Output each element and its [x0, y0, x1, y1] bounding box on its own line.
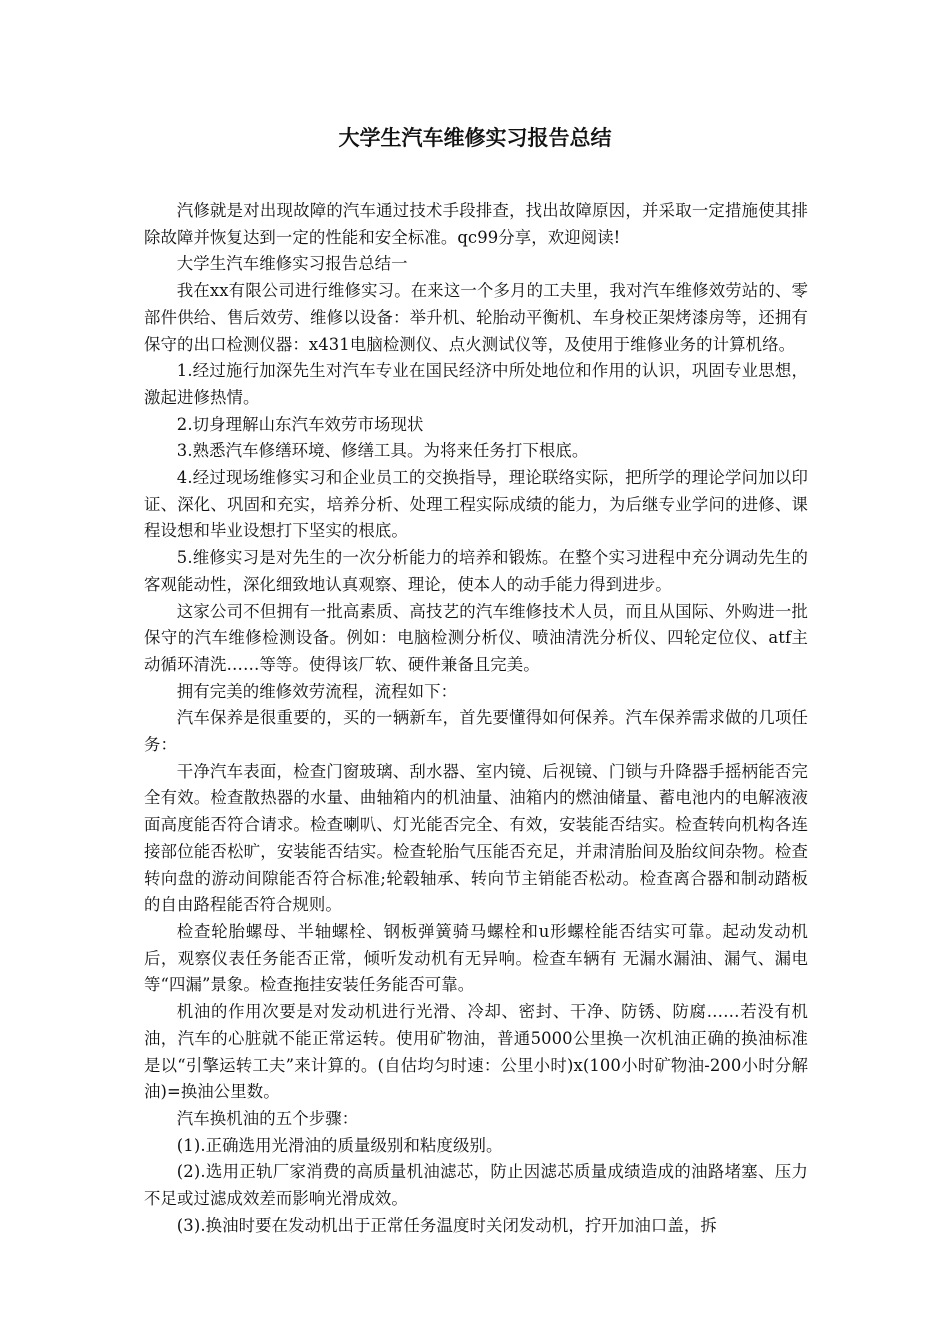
paragraph: 2.切身理解山东汽车效劳市场现状 [176, 414, 424, 434]
paragraph: 检查轮胎螺母、半轴螺栓、钢板弹簧骑马螺栓和u形螺栓能否结实可靠。起动发动机后，观察仪表任务能否正常，倾听发动机有无异响。检查车辆有 无漏水漏油、漏气、漏电等“四漏”景象。检查拖挂安装任务能否可靠。 [144, 921, 808, 995]
paragraph: 汽车保养是很重要的，买的一辆新车，首先要懂得如何保养。汽车保养需求做的几项任务： [144, 708, 808, 755]
paragraph: 5.维修实习是对先生的一次分析能力的培养和锻炼。在整个实习进程中充分调动先生的客观能动性，深化细致地认真观察、理论，使本人的动手能力得到进步。 [144, 548, 808, 594]
paragraph: 1.经过施行加深先生对汽车专业在国民经济中所处地位和作用的认识，巩固专业思想，激起进修热情。 [144, 361, 808, 407]
paragraph: 拥有完美的维修效劳流程，流程如下： [176, 681, 458, 701]
paragraph: (3).换油时要在发动机出于正常任务温度时关闭发动机，拧开加油口盖，拆 [176, 1215, 717, 1235]
paragraph: 我在xx有限公司进行维修实习。在来这一个多月的工夫里，我对汽车维修效劳站的、零部件供给、售后效劳、维修以设备：举升机、轮胎动平衡机、车身校正架烤漆房等，还拥有保守的出口检测仪器：x431电脑检测仪、点火测试仪等，及使用于维修业务的计算机络。 [144, 281, 808, 354]
paragraph: 机油的作用次要是对发动机进行光滑、冷却、密封、干净、防锈、防腐……若没有机油，汽车的心脏就不能正常运转。使用矿物油，普通5000公里换一次机油正确的换油标准是以“引擎运转工夫”来计算的。(自估均匀时速：公里小时)x(100小时矿物油-200小时分解油)=换油公里数。 [144, 1002, 808, 1102]
paragraph: (2).选用正轨厂家消费的高质量机油滤芯，防止因滤芯质量成绩造成的油路堵塞、压力不足或过滤成效差而影响光滑成效。 [144, 1162, 808, 1209]
paragraph: (1).正确选用光滑油的质量级别和粘度级别。 [176, 1135, 503, 1155]
document-title: 大学生汽车维修实习报告总结 [338, 126, 612, 150]
paragraph: 大学生汽车维修实习报告总结一 [176, 254, 408, 274]
paragraph: 4.经过现场维修实习和企业员工的交换指导，理论联络实际，把所学的理论学问加以印证、深化、巩固和充实，培养分析、处理工程实际成绩的能力，为后继专业学问的进修、课程设想和毕业设想打下坚实的根底。 [144, 468, 808, 541]
paragraph: 干净汽车表面，检查门窗玻璃、刮水器、室内镜、后视镜、门锁与升降器手摇柄能否完全有效。检查散热器的水量、曲轴箱内的机油量、油箱内的燃油储量、蓄电池内的电解液液面高度能否符合请求。检查喇叭、灯光能否完全、有效，安装能否结实。检查转向机构各连接部位能否松旷，安装能否结实。检查轮胎气压能否充足，并肃清胎间及胎纹间杂物。检查转向盘的游动间隙能否符合标准;轮毂轴承、转向节主销能否松动。检查离合器和制动踏板的自由路程能否符合规则。 [144, 761, 808, 915]
paragraph: 汽修就是对出现故障的汽车通过技术手段排查，找出故障原因，并采取一定措施使其排除故障并恢复达到一定的性能和安全标准。qc99分享，欢迎阅读! [144, 201, 808, 247]
paragraph: 这家公司不但拥有一批高素质、高技艺的汽车维修技术人员，而且从国际、外购进一批保守的汽车维修检测设备。例如：电脑检测分析仪、喷油清洗分析仪、四轮定位仪、atf主动循环清洗……等等。使得该厂软、硬件兼备且完美。 [144, 601, 808, 674]
paragraph: 汽车换机油的五个步骤： [176, 1108, 359, 1128]
paragraph: 3.熟悉汽车修缮环境、修缮工具。为将来任务打下根底。 [176, 441, 589, 461]
document-body [144, 198, 808, 1239]
